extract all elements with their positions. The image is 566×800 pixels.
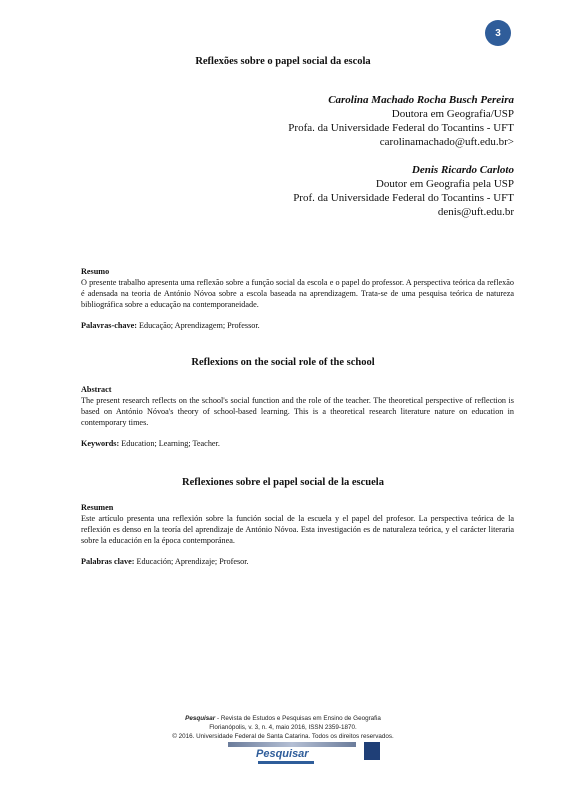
abstract-section <box>81 384 514 428</box>
logo-wordmark: Pesquisar <box>256 748 309 760</box>
journal-logo <box>228 742 380 766</box>
author-2-email[interactable]: denis@uft.edu.br <box>437 206 514 218</box>
footer-line-2: Florianópolis, v. 3, n. 4, maio 2016, ISSN 2359-1870. <box>209 724 357 731</box>
keywords-text: Education; Learning; Teacher. <box>119 439 220 448</box>
footer <box>0 714 566 741</box>
resumen-text: Este artículo presenta una reflexión sobre la función social de la escuela y el papel del profesor. La perspectiva teórica de la reflexión es denso en la teoría del aprendizaje de António Nóvoa. Esta investigación es de naturaleza teórica, y el carácter literaria sobre la educación en la época contemporánea. <box>81 514 514 545</box>
author-2-affiliation: Prof. da Universidade Federal do Tocantins - UFT <box>293 192 514 204</box>
footer-journal-name: Pesquisar <box>185 715 216 722</box>
footer-line-3: © 2016. Universidade Federal de Santa Catarina. Todos os direitos reservados. <box>172 733 394 740</box>
palavras-chave <box>81 321 514 330</box>
author-1-name: Carolina Machado Rocha Busch Pereira <box>328 94 514 106</box>
keywords-label: Keywords: <box>81 439 120 448</box>
author-1-degree: Doutora em Geografia/USP <box>391 108 514 120</box>
resumen-heading: Resumen <box>81 503 114 512</box>
palabras-clave-label: Palabras clave: <box>81 557 135 566</box>
title-spanish: Reflexiones sobre el papel social de la escuela <box>182 477 384 488</box>
resumo-section <box>81 266 514 310</box>
title-portuguese: Reflexões sobre o papel social da escola <box>195 56 371 67</box>
logo-banner-bar <box>228 742 356 747</box>
page-number-badge: 3 <box>485 20 511 46</box>
palabras-clave <box>81 557 514 566</box>
author-1-affiliation: Profa. da Universidade Federal do Tocantins - UFT <box>288 122 514 134</box>
palavras-chave-text: Educação; Aprendizagem; Professor. <box>136 321 260 330</box>
author-2-name: Denis Ricardo Carloto <box>411 164 514 176</box>
author-2-degree: Doutor em Geografia pela USP <box>375 178 514 190</box>
palabras-clave-text: Educación; Aprendizaje; Profesor. <box>134 557 249 566</box>
abstract-text: The present research reflects on the school's social function and the role of the teacher. The theoretical perspective of reflection is based on António Nóvoa's theory of school-based learning. This is a theoretical research literature nature on education in contemporary times. <box>81 396 514 427</box>
keywords <box>81 439 514 448</box>
logo-underline <box>258 761 314 764</box>
title-english: Reflexions on the social role of the school <box>191 357 375 368</box>
footer-line-1 <box>0 714 566 723</box>
palavras-chave-label: Palavras-chave: <box>81 321 137 330</box>
resumen-section <box>81 502 514 546</box>
resumo-text: O presente trabalho apresenta uma reflexão sobre a função social da escola e o papel do professor. A perspectiva teórica da reflexão é adensada na teoria de António Nóvoa sobre a escola baseada na aprendizagem. Trata-se de uma pesquisa teórica de natureza bibliográfica sobre a educação na contemporaneidade. <box>81 278 514 309</box>
author-2-block <box>293 163 514 219</box>
author-1-block <box>288 93 514 149</box>
footer-journal-subtitle: - Revista de Estudos e Pesquisas em Ensino de Geografia <box>215 715 381 722</box>
author-1-email[interactable]: carolinamachado@uft.edu.br> <box>379 136 514 148</box>
resumo-heading: Resumo <box>81 267 110 276</box>
abstract-heading: Abstract <box>81 385 112 394</box>
university-seal-icon <box>364 742 380 760</box>
